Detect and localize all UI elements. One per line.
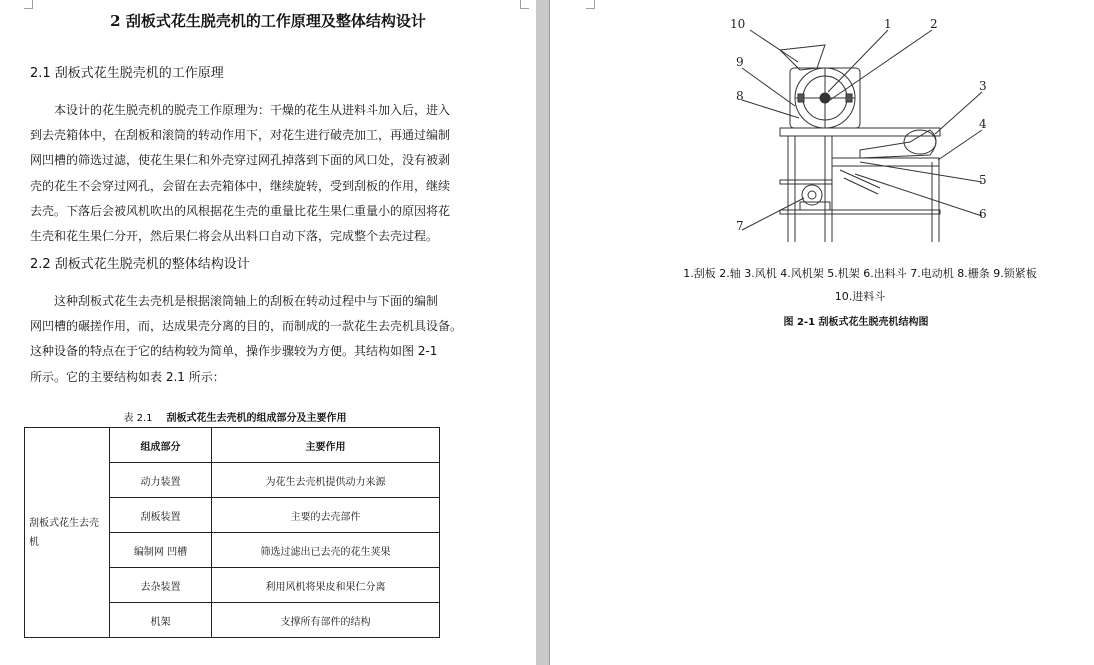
callout-label: 9 xyxy=(736,55,744,69)
callout-label: 7 xyxy=(736,219,744,233)
paragraph-line: 这种刮板式花生去壳机是根据滚筒轴上的刮板在转动过程中与下面的编制 xyxy=(54,294,439,308)
frame-crossbar xyxy=(780,210,940,214)
section-2-1-paragraph xyxy=(30,98,450,249)
table-cell: 筛选过滤出已去壳的花生荚果 xyxy=(212,533,440,568)
grate-bar xyxy=(798,94,804,102)
callout-label: 6 xyxy=(979,207,987,221)
margin-corner-mark xyxy=(586,0,595,9)
table-cell: 为花生去壳机提供动力来源 xyxy=(212,463,440,498)
table-cell: 机架 xyxy=(110,603,212,638)
paragraph-line: 本设计的花生脱壳机的脱壳工作原理为：干燥的花生从进料斗加入后，进入 xyxy=(54,103,451,117)
paragraph-line: 去壳。下落后会被风机吹出的风根据花生壳的重量比花生果仁重量小的原因将花 xyxy=(30,203,451,218)
leader-line-10 xyxy=(750,30,798,62)
machine-structure-drawing xyxy=(720,10,1010,250)
section-2-2-paragraph xyxy=(30,289,463,390)
callout-label: 4 xyxy=(979,117,987,131)
components-table xyxy=(24,427,440,638)
paragraph-line: 网凹槽的碾搓作用，而，达成果壳分离的目的，而制成的一款花生去壳机具设备。 xyxy=(30,319,463,334)
frame-top xyxy=(780,128,940,136)
paragraph-line: 到去壳箱体中，在刮板和滚筒的转动作用下，对花生进行破壳加工，再通过编制 xyxy=(30,128,451,143)
fan-frame xyxy=(832,158,939,166)
table-header-row xyxy=(25,428,440,463)
chapter-title: 2 刮板式花生脱壳机的工作原理及整体结构设计 xyxy=(110,12,426,30)
section-heading-2-1: 2.1 刮板式花生脱壳机的工作原理 xyxy=(30,66,224,81)
section-heading-2-2: 2.2 刮板式花生脱壳机的整体结构设计 xyxy=(30,257,250,272)
leader-line-9 xyxy=(742,68,795,106)
callout-label: 2 xyxy=(930,17,938,31)
page-gutter xyxy=(536,0,550,665)
leader-line-4 xyxy=(938,130,982,160)
margin-corner-mark xyxy=(24,0,33,9)
table-caption xyxy=(0,409,470,424)
table-column-header: 主要作用 xyxy=(212,428,440,463)
callout-label: 5 xyxy=(979,173,987,187)
table-cell: 刮板装置 xyxy=(110,498,212,533)
document-page-left xyxy=(0,0,536,665)
callout-label: 3 xyxy=(979,79,987,93)
table-cell: 编制网 凹槽 xyxy=(110,533,212,568)
figure-caption: 图 2-1 刮板式花生脱壳机结构图 xyxy=(783,317,929,328)
paragraph-line: 所示。它的主要结构如表 2.1 所示： xyxy=(30,369,225,384)
paragraph-line: 网凹槽的筛选过滤，使花生果仁和外壳穿过网孔掉落到下面的风口处，没有被剥 xyxy=(30,153,451,168)
margin-corner-mark xyxy=(520,0,529,9)
leader-line-3 xyxy=(935,92,982,134)
leader-line-5 xyxy=(860,162,982,182)
table-cell: 去杂装置 xyxy=(110,568,212,603)
paragraph-line: 这种设备的特点在于它的结构较为简单，操作步骤较为方便。其结构如图 2-1 xyxy=(30,344,438,359)
table-cell: 主要的去壳部件 xyxy=(212,498,440,533)
table-cell: 支撑所有部件的结构 xyxy=(212,603,440,638)
table-row-header: 刮板式花生去壳机 xyxy=(25,428,110,638)
paragraph-line: 壳的花生不会穿过网孔，会留在去壳箱体中，继续旋转，受到刮板的作用，继续 xyxy=(30,178,451,193)
paragraph-line: 生壳和花生果仁分开，然后果仁将会从出料口自动下落，完成整个去壳过程。 xyxy=(30,229,439,244)
figure-legend xyxy=(550,262,1094,308)
leader-line-2 xyxy=(830,30,932,100)
table-cell: 动力装置 xyxy=(110,463,212,498)
callout-label: 10 xyxy=(730,17,746,31)
grate-bar xyxy=(846,94,852,102)
callout-label: 1 xyxy=(884,17,892,31)
table-caption-text: 刮板式花生去壳机的组成部分及主要作用 xyxy=(166,413,347,424)
motor-pulley xyxy=(808,191,816,199)
callout-label: 8 xyxy=(736,89,744,103)
table-cell: 利用风机将果皮和果仁分离 xyxy=(212,568,440,603)
leader-line-1 xyxy=(828,30,888,92)
hopper-shape xyxy=(780,45,825,70)
figure-legend-line: 10.进料斗 xyxy=(834,290,886,303)
table-column-header: 组成部分 xyxy=(110,428,212,463)
table-caption-number: 表 2.1 xyxy=(123,413,153,424)
figure-legend-line: 1.刮板 2.轴 3.风机 4.风机架 5.机架 6.出料斗 7.电动机 8.栅条 9.锁紧板 xyxy=(683,267,1037,280)
